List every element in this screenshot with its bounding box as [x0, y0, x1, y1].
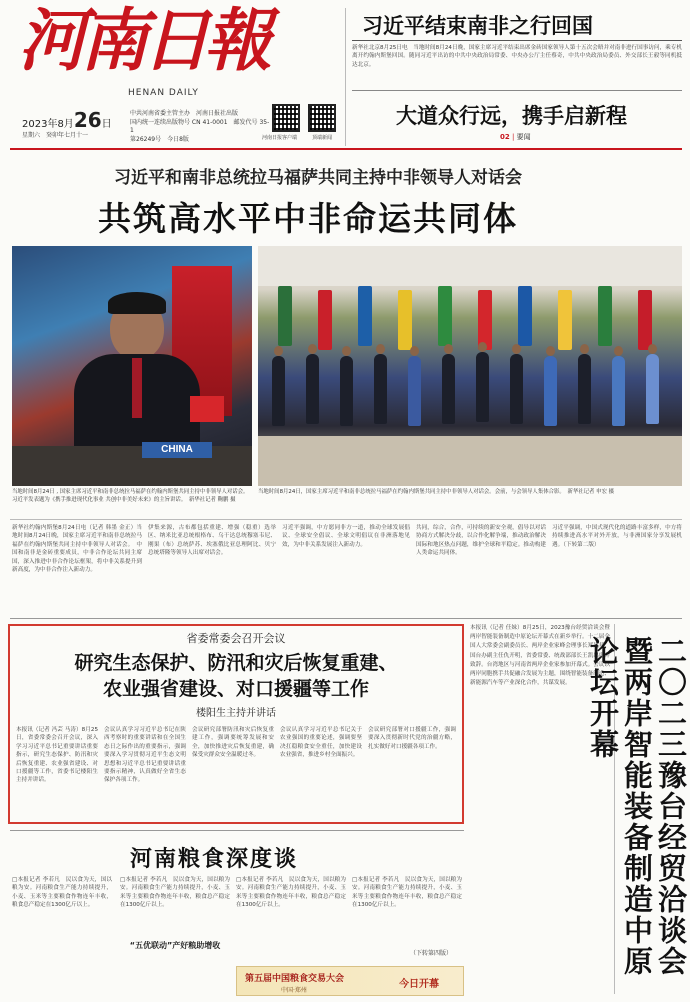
provincial-body-col-2: 会议认真学习习近平总书记在陕西考察时的重要讲话和在全国生态日之际作出的重要指示，强调要深入学习贯彻习近平生态文明思想和习近平总书记重要讲话重要指示精神，认真做好全省生态保护各项工作。	[104, 727, 186, 784]
photo-caption-right: 当地时间8月24日，国家主席习近平和南非总统拉马福萨在约翰内斯堡共同主持中非领导人对话会。会前，与会领导人集体合影。 新华社记者 申宏 摄	[258, 489, 615, 495]
lead-body-col-2: 伊集来源，古布都包括重建、增强（稳重）选举区、纳米比亚总统根格布、乌干达总统穆塞韦尼、刚果（布）总统萨苏、埃塞俄比亚总理阿比、贝宁总统塔隆等领导人出席对话会。	[148, 525, 276, 557]
photo-person-head	[614, 346, 623, 356]
app-qr-code[interactable]	[272, 104, 300, 132]
photo-flag	[318, 290, 332, 350]
lead-kicker: 习近平和南非总统拉马福萨共同主持中非领导人对话会	[114, 168, 522, 188]
photo-person-head	[274, 346, 283, 356]
photo-flag	[638, 290, 652, 350]
photo-person-head	[410, 346, 419, 356]
grain-continued: （下转第四版）	[410, 950, 453, 957]
photo-speaker-tie	[132, 358, 142, 418]
photo-backdrop	[258, 246, 682, 286]
provincial-body-col-1: 本报讯（记者 冯芸 马涛）8月25日，省委常委会召开会议，深入学习习近平总书记重要讲话重要指示，研究生态保护、防汛和灾后恢复重建、农业强省建设、对口援疆等工作，省委书记楼阳生主持并讲话。	[16, 727, 98, 784]
photo-flag	[398, 290, 412, 350]
app-qr-caption: 河南日报客户端	[262, 135, 298, 141]
section-rule	[10, 618, 682, 619]
lead-body-col-1: 新华社约翰内斯堡8月24日电（记者 韩墨 金正）当地时间8月24日晚，国家主席习近平和南非总统拉马福萨在约翰内斯堡共同主持中非领导人对话会。 中国和南非是金砖重要成员，中非合作论坛共同主席国，深入推进中非合作论坛框架，将中非关系提升到新高度，为中非合作注入新动力。	[12, 525, 142, 574]
top-right-rule	[352, 40, 682, 41]
photo-person	[544, 356, 557, 426]
photo-caption-left: 当地时间8月24日 , 国家主席习近平和南非总统拉马福萨在约翰内斯堡共同主持中非领导人对话会。习近平发表题为《携手推进现代化事业 共创中非美好未来》的主旨讲话。 新华社记者 鞠鹏 摄	[12, 489, 249, 503]
masthead-bottom-rule	[10, 148, 682, 150]
grain-banner-tag: 今日开幕	[399, 979, 439, 990]
page-reference[interactable]	[500, 132, 531, 142]
grain-subheadline: “五优联动”产好粮助增收	[129, 941, 221, 950]
photo-person-head	[546, 346, 555, 356]
news-qr-caption: 顶端新闻	[312, 135, 333, 141]
photo-person-head	[342, 346, 351, 356]
lead-photo-right[interactable]	[258, 246, 682, 486]
grain-banner-title: 第五届中国粮食交易大会	[245, 974, 345, 984]
grain-body-col-1: □本报记者 李若凡 民以食为天，国以粮为安。河南粮食生产能力持续提升，小麦、玉米等主要粮食作物连年丰收，粮食总产稳定在1300亿斤以上。	[12, 877, 112, 909]
masthead-weekday: 星期六 癸卯年七月十一	[22, 132, 89, 139]
photo-small-flag	[190, 396, 224, 422]
photo-flag	[598, 286, 612, 346]
grain-headline[interactable]: 河南粮食深度谈	[130, 847, 299, 872]
page-ref-label: 要闻	[516, 133, 531, 141]
grain-body-col-3: □本报记者 李若凡 民以食为天，国以粮为安。河南粮食生产能力持续提升，小麦、玉米等主要粮食作物连年丰收，粮食总产稳定在1300亿斤以上。	[236, 877, 346, 909]
lead-body-rule	[10, 519, 682, 520]
provincial-story-box[interactable]	[8, 624, 464, 824]
issue-line: 第26249号 今日8版	[130, 135, 189, 143]
provincial-body-col-4: 会议认真学习习近平总书记关于农业强国的重要论述，强调要坚决扛稳粮食安全重任，加快建设农业强省，推进乡村全面振兴。	[280, 727, 362, 759]
lead-body-col-4: 共同，综合，合作，可持续的新安全观，倡导以对话协商方式解决分歧，以合作化解争端，推动政治解决国际和地区热点问题，维护全球和平稳定。推动构建人类命运共同体。	[416, 525, 546, 557]
news-qr-code[interactable]	[308, 104, 336, 132]
lead-headline[interactable]: 共筑高水平中非命运共同体	[98, 199, 518, 238]
photo-floor	[258, 436, 682, 486]
photo-person-head	[648, 344, 657, 354]
provincial-body-col-3: 会议研究部署防汛和灾后恢复重建工作，强调要统筹发展和安全，加快推进灾后恢复重建，确保受灾群众安全温暖过冬。	[192, 727, 274, 759]
photo-person	[340, 356, 353, 426]
lead-body-col-5: 习近平强调，中国式现代化的道路丰富多样，中方将持续推进高水平对外开放，与非洲国家分享发展机遇。（下转第二版）	[552, 525, 682, 548]
date-prefix: 2023年8月	[22, 119, 74, 130]
photo-person	[612, 356, 625, 426]
masthead-date	[22, 108, 112, 132]
grain-banner[interactable]	[236, 966, 464, 996]
grain-body-col-4: □本报记者 李若凡 民以食为天，国以粮为安。河南粮食生产能力持续提升，小麦、玉米等主要粮食作物连年丰收，粮食总产稳定在1300亿斤以上。	[352, 877, 462, 909]
photo-person	[476, 352, 489, 422]
photo-flag	[358, 286, 372, 346]
photo-person	[510, 354, 523, 424]
right-story-vertical-title[interactable]: 二〇二三豫台经贸洽谈会暨两岸智能装备制造中原论坛开幕	[586, 636, 688, 977]
grain-body-col-2: □本报记者 李若凡 民以食为天，国以粮为安。河南粮食生产能力持续提升，小麦、玉米等主要粮食作物连年丰收，粮食总产稳定在1300亿斤以上。	[120, 877, 230, 909]
photo-speaker-hair	[108, 292, 166, 314]
lead-body-col-3: 习近平强调，中方愿同非方一道，推动全球发展倡议、全球安全倡议、全球文明倡议在非洲落地见效，为中非关系发展注入新动力。	[282, 525, 410, 548]
top-right-headline-1[interactable]: 习近平结束南非之行回国	[362, 14, 593, 38]
top-right-lead-1: 新华社北京8月25日电 当地时间8月24日晚，国家主席习近平结束出席金砖国家领导人第十五次会晤并对南非进行国事访问，乘专机离开约翰内斯堡回国。随同习近平出访的中共中央政治局常委、中央办公厅主任蔡奇，中共中央政治局委员、外交部长王毅等同机抵达北京。	[352, 45, 682, 68]
right-story-body: 本报讯（记者 任妹）8月25日，2023豫台经贸洽谈会暨两岸智能装备制造中原论坛开幕式在新乡举行。十二届全国人大常委会副委员长、两岸企业家峰会理事长郑建邦，国台办副主任仇开明，省委常委、统战部部长王凯出席并致辞。台湾地区与河南省两岸企业家参加开幕式。会议以两岸同胞携手共促融合发展为主题，围绕智能装备制造、新能源汽车等产业深化合作，共谋发展。	[470, 625, 610, 687]
top-right-headline-2[interactable]: 大道众行远，携手启新程	[396, 104, 627, 128]
photo-person-head	[376, 344, 385, 354]
issue-line: 国内统一连续出版物号 CN 41-0001 邮发代号 35-1	[130, 118, 270, 134]
page-ref-number: 02	[500, 133, 510, 141]
provincial-body-col-5: 会议研究部署对口援疆工作，强调要深入贯彻新时代党的治疆方略，扎实做好对口援疆各项工作。	[368, 727, 456, 750]
photo-person-head	[512, 344, 521, 354]
masthead-logo: 河南日報	[18, 1, 267, 81]
photo-flag	[558, 290, 572, 350]
photo-person-head	[308, 344, 317, 354]
photo-person-head	[580, 344, 589, 354]
top-right-rule-2	[352, 90, 682, 91]
photo-flag	[438, 286, 452, 346]
photo-person	[578, 354, 591, 424]
provincial-kicker: 省委常委会召开会议	[186, 632, 286, 645]
provincial-byline: 楼阳生主持并讲话	[196, 708, 276, 719]
masthead-divider	[345, 8, 346, 146]
photo-person	[408, 356, 421, 426]
lead-photo-left[interactable]	[12, 246, 252, 486]
provincial-headline-line-2: 农业强省建设、对口援疆等工作	[102, 678, 369, 700]
photo-flag	[518, 286, 532, 346]
photo-person	[306, 354, 319, 424]
date-day: 26	[73, 108, 102, 132]
photo-person	[442, 354, 455, 424]
photo-flag	[478, 290, 492, 350]
photo-person	[272, 356, 285, 426]
issue-line: 中共河南省委主管主办 河南日报社出版	[130, 110, 239, 117]
date-suffix: 日	[101, 119, 112, 130]
page-ref-sep: |	[511, 133, 515, 141]
masthead-english: HENAN DAILY	[128, 88, 199, 98]
grain-top-rule	[10, 830, 464, 831]
photo-desk	[12, 446, 252, 486]
photo-person	[646, 354, 659, 424]
photo-person-head	[478, 342, 487, 352]
photo-flag	[278, 286, 292, 346]
masthead-issue-info	[130, 110, 270, 144]
grain-banner-sub: 中国·郑州	[281, 987, 307, 994]
provincial-headline-line-1: 研究生态保护、防汛和灾后恢复重建、	[74, 652, 398, 674]
photo-person-head	[444, 344, 453, 354]
photo-nameplate: CHINA	[142, 442, 212, 458]
photo-person	[374, 354, 387, 424]
